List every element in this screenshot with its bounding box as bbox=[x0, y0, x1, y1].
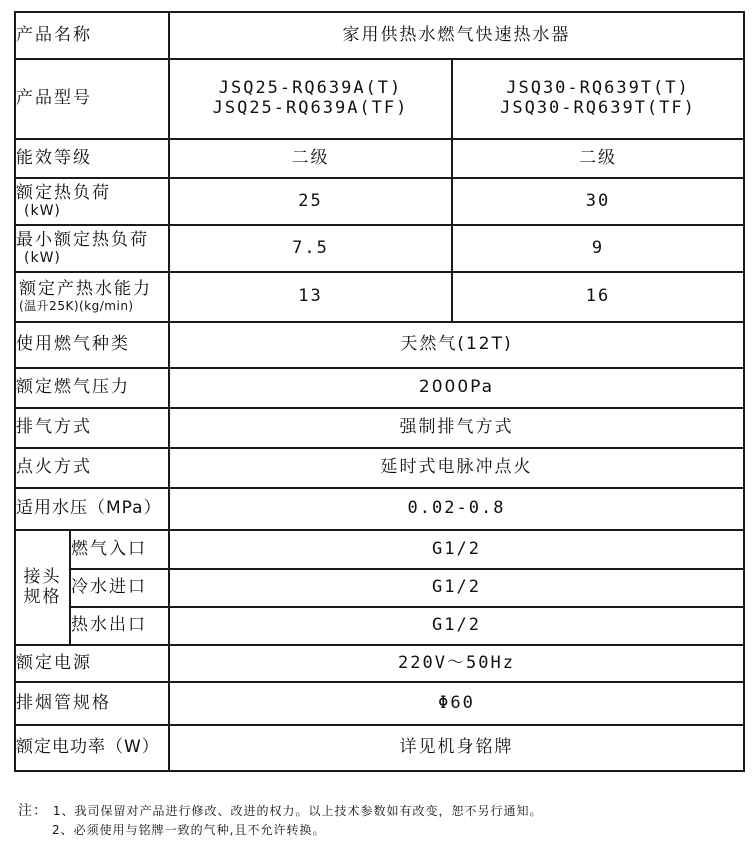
connector-group-line2: 规格 bbox=[23, 586, 62, 607]
power-supply-value: 220V～50Hz bbox=[169, 645, 744, 682]
product-name-label: 产品名称 bbox=[15, 12, 169, 59]
row-connector-cold-water bbox=[15, 569, 744, 607]
min-heat-load-col2: 9 bbox=[452, 225, 744, 272]
row-gas-pressure bbox=[15, 368, 744, 408]
hot-water-capacity-col1: 13 bbox=[169, 272, 452, 322]
connector-gas-inlet-label: 燃气入口 bbox=[70, 530, 169, 569]
footnote-line2: 2、必须使用与铭牌一致的气种,且不允许转换。 bbox=[52, 823, 326, 837]
connector-group-label bbox=[15, 530, 70, 645]
gas-type-value: 天然气(12T) bbox=[169, 322, 744, 368]
efficiency-col1: 二级 bbox=[169, 139, 452, 178]
hot-water-capacity-unit: (温升25K)(kg/min) bbox=[19, 298, 134, 313]
connector-group-line1: 接头 bbox=[23, 566, 62, 587]
row-min-heat-load bbox=[15, 225, 744, 272]
gas-pressure-value: 2000Pa bbox=[169, 368, 744, 408]
connector-cold-water-label: 冷水进口 bbox=[70, 569, 169, 607]
hot-water-capacity-col2: 16 bbox=[452, 272, 744, 322]
row-rated-heat-load bbox=[15, 178, 744, 225]
water-pressure-label: 适用水压（MPa） bbox=[15, 488, 169, 530]
efficiency-col2: 二级 bbox=[452, 139, 744, 178]
hot-water-capacity-label bbox=[15, 272, 169, 322]
spec-table bbox=[14, 11, 745, 772]
rated-heat-load-col2: 30 bbox=[452, 178, 744, 225]
model-col2 bbox=[452, 59, 744, 139]
model-col1-line1: JSQ25-RQ639A(T) bbox=[218, 78, 403, 99]
row-power-supply bbox=[15, 645, 744, 682]
min-heat-load-text: 最小额定热负荷 bbox=[16, 229, 149, 250]
row-ignition bbox=[15, 448, 744, 488]
product-name-value: 家用供热水燃气快速热水器 bbox=[169, 12, 744, 59]
flue-spec-label: 排烟管规格 bbox=[15, 682, 169, 725]
model-col2-line1: JSQ30-RQ639T(T) bbox=[506, 78, 690, 99]
footnotes bbox=[18, 802, 542, 840]
flue-spec-value: Φ60 bbox=[169, 682, 744, 725]
model-col1 bbox=[169, 59, 452, 139]
footnote-text1: 1、我司保留对产品进行修改、改进的权力。以上技术参数如有改变，恕不另行通知。 bbox=[52, 804, 543, 818]
power-supply-label: 额定电源 bbox=[15, 645, 169, 682]
min-heat-load-label bbox=[15, 225, 169, 272]
rated-power-label: 额定电功率（W） bbox=[15, 725, 169, 771]
row-efficiency bbox=[15, 139, 744, 178]
connector-hot-water-value: G1/2 bbox=[169, 607, 744, 645]
rated-heat-load-unit: (kW) bbox=[24, 203, 61, 220]
min-heat-load-unit: (kW) bbox=[24, 250, 61, 267]
gas-pressure-label: 额定燃气压力 bbox=[15, 368, 169, 408]
row-rated-power bbox=[15, 725, 744, 771]
hot-water-capacity-text: 额定产热水能力 bbox=[19, 279, 152, 300]
gas-type-label: 使用燃气种类 bbox=[15, 322, 169, 368]
ignition-label: 点火方式 bbox=[15, 448, 169, 488]
rated-heat-load-col1: 25 bbox=[169, 178, 452, 225]
row-model bbox=[15, 59, 744, 139]
row-connector-gas-inlet bbox=[15, 530, 744, 569]
row-gas-type bbox=[15, 322, 744, 368]
rated-heat-load-text: 额定热负荷 bbox=[16, 182, 111, 203]
model-col2-line2: JSQ30-RQ639T(TF) bbox=[500, 98, 696, 118]
model-label: 产品型号 bbox=[15, 59, 169, 139]
row-flue-spec bbox=[15, 682, 744, 725]
exhaust-label: 排气方式 bbox=[15, 408, 169, 448]
row-water-pressure bbox=[15, 488, 744, 530]
water-pressure-value: 0.02-0.8 bbox=[169, 488, 744, 530]
connector-gas-inlet-value: G1/2 bbox=[169, 530, 744, 569]
row-connector-hot-water bbox=[15, 607, 744, 645]
footnote-prefix: 注： bbox=[18, 803, 48, 819]
row-product-name bbox=[15, 12, 744, 59]
footnote-line1 bbox=[18, 802, 542, 821]
rated-power-value: 详见机身铭牌 bbox=[169, 725, 744, 771]
rated-heat-load-label bbox=[15, 178, 169, 225]
row-exhaust bbox=[15, 408, 744, 448]
model-col1-line2: JSQ25-RQ639A(TF) bbox=[212, 98, 409, 118]
ignition-value: 延时式电脉冲点火 bbox=[169, 448, 744, 488]
connector-cold-water-value: G1/2 bbox=[169, 569, 744, 607]
connector-hot-water-label: 热水出口 bbox=[70, 607, 169, 645]
row-hot-water-capacity bbox=[15, 272, 744, 322]
efficiency-label: 能效等级 bbox=[15, 139, 169, 178]
exhaust-value: 强制排气方式 bbox=[169, 408, 744, 448]
min-heat-load-col1: 7.5 bbox=[169, 225, 452, 272]
